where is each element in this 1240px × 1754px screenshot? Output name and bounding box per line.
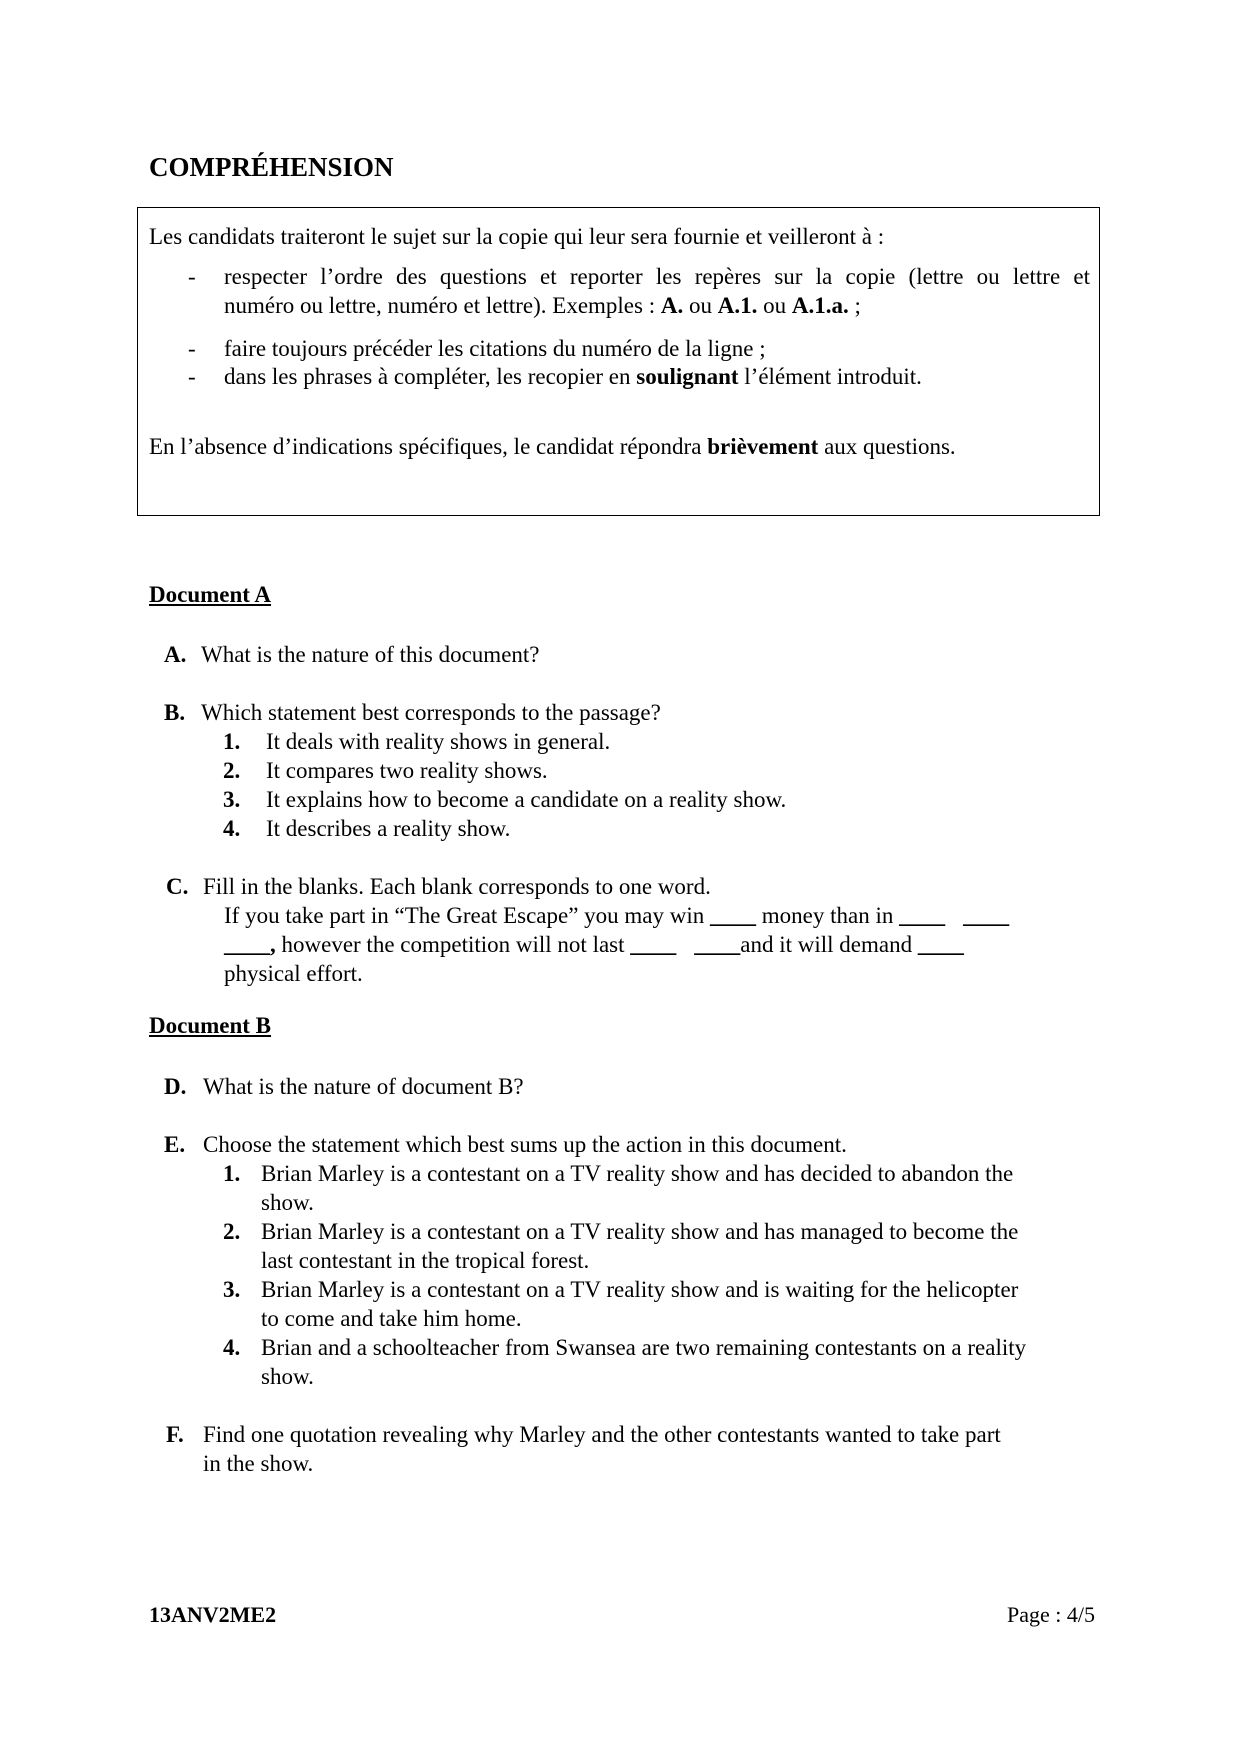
question-d-text: What is the nature of document B?	[203, 1074, 524, 1099]
option-text-line-1: Brian and a schoolteacher from Swansea are two remaining contestants on a reality	[261, 1335, 1027, 1360]
option-text-line-1: Brian Marley is a contestant on a TV reality show and is waiting for the helicopter	[261, 1277, 1019, 1302]
question-b-text: Which statement best corresponds to the passage?	[201, 700, 661, 725]
option-number: 4.	[223, 816, 241, 841]
exam-code: 13ANV2ME2	[149, 1602, 277, 1627]
question-letter-c: C.	[166, 874, 189, 899]
question-letter-f: F.	[166, 1422, 184, 1447]
instruction-bullet-2: faire toujours précéder les citations du numéro de la ligne ;	[224, 336, 766, 361]
instructions-footer: En l’absence d’indications spécifiques, le candidat répondra brièvement aux questions.	[149, 434, 956, 459]
section-heading-document-a: Document A	[149, 582, 272, 607]
blank: ____	[710, 903, 756, 928]
question-f-line-1: Find one quotation revealing why Marley and the other contestants wanted to take part	[203, 1422, 1001, 1447]
option-text-line-2: show.	[261, 1190, 314, 1215]
question-f-line-2: in the show.	[203, 1451, 314, 1476]
bullet-marker: -	[188, 364, 196, 389]
question-letter-b: B.	[164, 700, 186, 725]
blank: ____	[963, 903, 1010, 928]
question-e-text: Choose the statement which best sums up the action in this document.	[203, 1132, 847, 1157]
option-text-line-2: to come and take him home.	[261, 1306, 522, 1331]
page-number: Page : 4/5	[1007, 1602, 1095, 1627]
option-text: It describes a reality show.	[266, 816, 511, 841]
bullet-marker: -	[188, 336, 196, 361]
option-text: It deals with reality shows in general.	[266, 729, 611, 754]
instruction-bullet-1-line-2: numéro ou lettre, numéro et lettre). Exemples : A. ou A.1. ou A.1.a. ;	[224, 293, 861, 318]
option-number: 3.	[223, 787, 241, 812]
option-text: It compares two reality shows.	[266, 758, 548, 783]
question-a-text: What is the nature of this document?	[201, 642, 540, 667]
option-text-line-2: last contestant in the tropical forest.	[261, 1248, 590, 1273]
bullet-marker: -	[188, 264, 196, 289]
instructions-intro: Les candidats traiteront le sujet sur la copie qui leur sera fournie et veilleront à :	[149, 224, 885, 249]
option-number: 1.	[223, 729, 241, 754]
instruction-bullet-3: dans les phrases à compléter, les recopier en soulignant l’élément introduit.	[224, 364, 922, 389]
page-title: COMPRÉHENSION	[149, 152, 394, 182]
option-number: 1.	[223, 1161, 241, 1186]
fill-blank-line-2: ____, however the competition will not last ____ ____and it will demand ____	[224, 932, 964, 957]
blank: ____	[694, 932, 741, 957]
option-text-line-1: Brian Marley is a contestant on a TV reality show and has managed to become the	[261, 1219, 1019, 1244]
instruction-bullet-1-line-1: respecter l’ordre des questions et reporter les repères sur la copie (lettre ou lettre et	[224, 264, 1090, 289]
option-number: 2.	[223, 758, 241, 783]
question-letter-d: D.	[164, 1074, 187, 1099]
section-heading-document-b: Document B	[149, 1013, 272, 1038]
option-text-line-2: show.	[261, 1364, 314, 1389]
option-number: 2.	[223, 1219, 241, 1244]
option-text-line-1: Brian Marley is a contestant on a TV reality show and has decided to abandon the	[261, 1161, 1014, 1186]
question-c-text: Fill in the blanks. Each blank corresponds to one word.	[203, 874, 711, 899]
fill-blank-line-3: physical effort.	[224, 961, 363, 986]
question-letter-a: A.	[164, 642, 187, 667]
blank: ____	[917, 932, 964, 957]
option-number: 3.	[223, 1277, 241, 1302]
blank: ____	[224, 932, 270, 957]
option-number: 4.	[223, 1335, 241, 1360]
blank: ____	[899, 903, 946, 928]
blank: ____	[630, 932, 677, 957]
option-text: It explains how to become a candidate on a reality show.	[266, 787, 787, 812]
question-letter-e: E.	[164, 1132, 186, 1157]
fill-blank-line-1: If you take part in “The Great Escape” you may win ____ money than in ____ ____	[224, 903, 1010, 928]
